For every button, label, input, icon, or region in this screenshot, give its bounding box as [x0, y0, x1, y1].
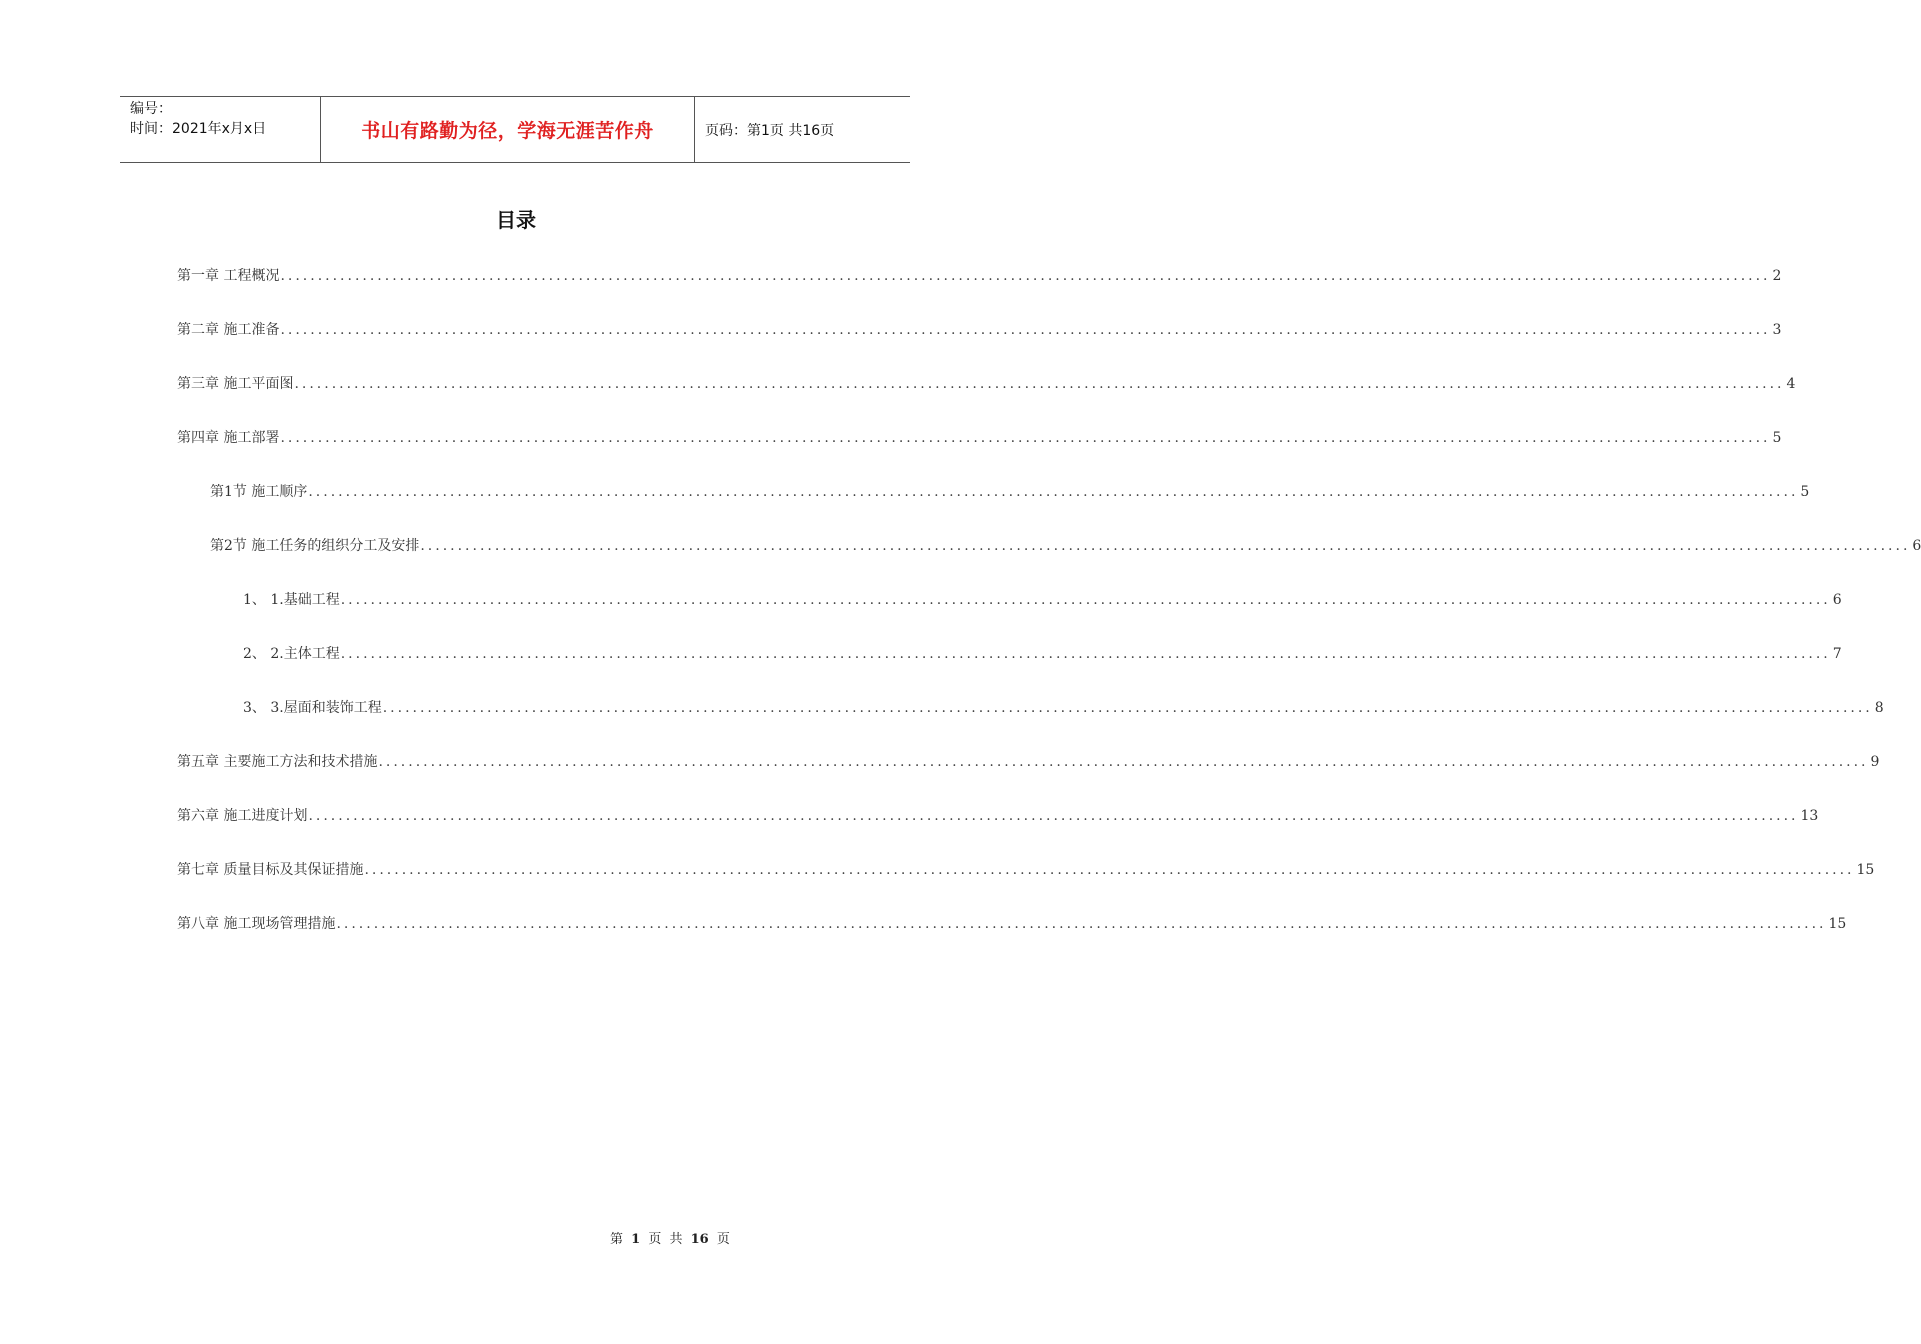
toc-entry-page: 13 [1800, 808, 1819, 824]
toc-leader-dots: ........................................................................................................................................................................................................ [308, 484, 1799, 500]
toc-entry-label: 第1节 施工顺序 [210, 484, 308, 500]
toc-entry[interactable] [243, 640, 1842, 668]
header-meta-cell [120, 97, 321, 162]
header-page-code: 页码：第1页 共16页 [705, 122, 835, 139]
toc-entry[interactable] [177, 748, 1880, 776]
page-footer [610, 1228, 730, 1247]
toc-entry-label: 第七章 质量目标及其保证措施 [177, 862, 364, 878]
toc-leader-dots: ........................................................................................................................................................................................................ [340, 592, 1831, 608]
document-number-label: 编号： [130, 101, 172, 117]
toc-entry-label: 2、 2.主体工程 [243, 646, 340, 662]
header-motto: 书山有路勤为径，学海无涯苦作舟 [361, 120, 654, 142]
toc-entry-label: 第六章 施工进度计划 [177, 808, 308, 824]
toc-entry-label: 第一章 工程概况 [177, 268, 280, 284]
toc-leader-dots: ........................................................................................................................................................................................................ [294, 376, 1785, 392]
toc-leader-dots: ........................................................................................................................................................................................................ [340, 646, 1831, 662]
toc-entry-page: 7 [1832, 646, 1842, 662]
toc-entry-page: 3 [1772, 322, 1782, 338]
toc-entry[interactable] [243, 694, 1884, 722]
toc-leader-dots: ........................................................................................................................................................................................................ [364, 862, 1855, 878]
toc-entry-page: 5 [1772, 430, 1782, 446]
toc-leader-dots: ........................................................................................................................................................................................................ [378, 754, 1869, 770]
toc-entry-label: 3、 3.屋面和装饰工程 [243, 700, 382, 716]
document-time-label: 时间：2021年x月x日 [130, 121, 267, 137]
toc-entry-label: 第三章 施工平面图 [177, 376, 294, 392]
toc-entry-page: 5 [1800, 484, 1810, 500]
toc-entry[interactable] [177, 856, 1875, 884]
footer-total-pages: 16 [690, 1232, 709, 1247]
toc-entry-page: 2 [1772, 268, 1782, 284]
toc-entry-label: 第二章 施工准备 [177, 322, 280, 338]
document-header [120, 96, 910, 163]
toc-entry[interactable] [177, 316, 1782, 344]
toc-entry[interactable] [177, 424, 1782, 452]
toc-entry-label: 第八章 施工现场管理措施 [177, 916, 336, 932]
toc-entry[interactable] [177, 370, 1796, 398]
toc-leader-dots: ........................................................................................................................................................................................................ [336, 916, 1827, 932]
toc-entry[interactable] [210, 532, 1921, 560]
toc-leader-dots: ........................................................................................................................................................................................................ [420, 538, 1911, 554]
toc-entry-page: 6 [1912, 538, 1921, 554]
toc-entry[interactable] [177, 802, 1819, 830]
toc-leader-dots: ........................................................................................................................................................................................................ [308, 808, 1799, 824]
footer-suffix: 页 [716, 1232, 730, 1247]
header-page-cell [695, 97, 910, 162]
toc-entry-page: 9 [1870, 754, 1880, 770]
header-motto-cell [321, 97, 695, 162]
toc-leader-dots: ........................................................................................................................................................................................................ [280, 322, 1771, 338]
toc-leader-dots: ........................................................................................................................................................................................................ [280, 430, 1771, 446]
toc-title: 目录 [496, 208, 536, 232]
toc-entry-page: 6 [1832, 592, 1842, 608]
toc-entry[interactable] [177, 262, 1782, 290]
toc-entry[interactable] [210, 478, 1810, 506]
footer-middle: 页 共 [648, 1232, 683, 1247]
toc-entry-label: 第五章 主要施工方法和技术措施 [177, 754, 378, 770]
toc-entry-label: 第2节 施工任务的组织分工及安排 [210, 538, 420, 554]
toc-entry-page: 4 [1786, 376, 1796, 392]
toc-entry-label: 1、 1.基础工程 [243, 592, 340, 608]
toc-entry-page: 15 [1856, 862, 1875, 878]
toc-entry-label: 第四章 施工部署 [177, 430, 280, 446]
toc-leader-dots: ........................................................................................................................................................................................................ [382, 700, 1873, 716]
toc-leader-dots: ........................................................................................................................................................................................................ [280, 268, 1771, 284]
toc-entry-page: 8 [1874, 700, 1884, 716]
footer-prefix: 第 [610, 1232, 624, 1247]
toc-entry[interactable] [177, 910, 1847, 938]
footer-current-page: 1 [631, 1232, 641, 1247]
toc-entry-page: 15 [1828, 916, 1847, 932]
toc-entry[interactable] [243, 586, 1842, 614]
